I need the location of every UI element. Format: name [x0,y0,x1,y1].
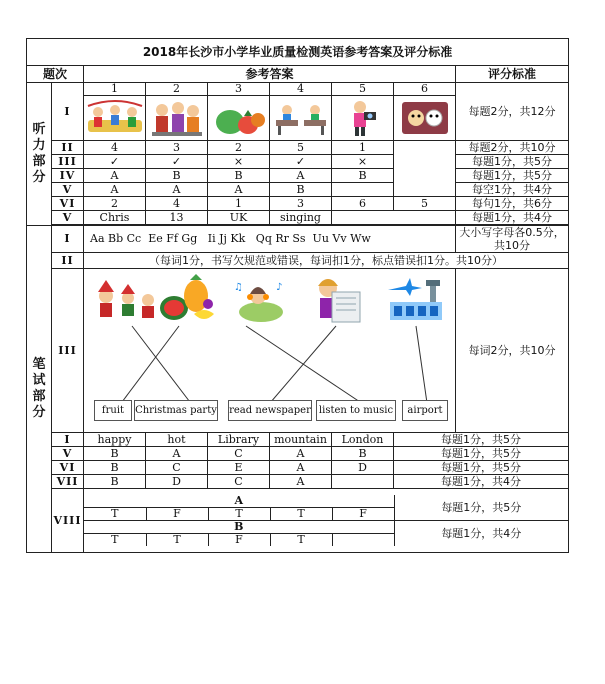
writing-4-label: I [52,433,84,447]
blank-cell [332,475,394,489]
criteria-cell: 每题2分，共10分 [456,141,569,155]
l1-num: 5 [332,83,394,96]
answer-cell: London [332,433,394,447]
listening-4-label: IV [52,169,84,183]
answer-cell: A [270,475,332,489]
answer-cell: × [208,155,270,169]
criteria-cell: 每句1分，共6分 [456,197,569,211]
section-writing [27,226,52,553]
answer-cell: 1 [332,141,394,155]
answer-cell: 4 [146,197,208,211]
answer-cell: Library [208,433,270,447]
blank-cell [332,533,394,546]
listening-6-label: VI [52,197,84,211]
matching-area [84,269,456,433]
l1-num: 3 [208,83,270,96]
word-christmas-party: Christmas party [134,400,218,421]
answer-cell: 5 [270,141,332,155]
criteria-cell: 每题1分，共5分 [394,433,569,447]
answer-cell: UK [208,211,270,225]
answer-cell: 4 [84,141,146,155]
answer-cell: T [270,533,332,546]
answer-cell: Chris [84,211,146,225]
writing-8-block [84,489,569,553]
answer-cell: B [270,183,332,197]
answer-cell: B [332,169,394,183]
answer-cell: T [208,507,270,520]
answer-cell: A [270,461,332,475]
answer-cell: C [146,461,208,475]
answer-cell: 2 [84,197,146,211]
answer-cell: F [332,507,394,520]
listening-5-label: V [52,183,84,197]
section-listening-label: 听力部分 [32,122,46,185]
answer-cell: F [146,507,208,520]
answer-cell: 13 [146,211,208,225]
answer-cell: E [208,461,270,475]
writing-6-label: VI [52,461,84,475]
part-a-label: A [84,495,394,508]
music-girl-picture [226,278,296,326]
answer-cell: ✓ [146,155,208,169]
l1-num: 2 [146,83,208,96]
criteria-cell: 每题1分，共5分 [394,461,569,475]
writing-8-table [84,495,568,547]
grandma-newspaper-picture [306,274,366,326]
answer-cell: 3 [270,197,332,211]
answer-cell: B [332,447,394,461]
svg-text:♪: ♪ [276,281,283,293]
fruit-basket-picture [156,274,218,326]
animals-tv-picture [394,96,456,141]
answer-cell: hot [146,433,208,447]
writing-8-label: VIII [52,489,84,553]
answer-cell: B [146,169,208,183]
answer-cell: × [332,155,394,169]
answer-cell: T [146,533,208,546]
answer-cell: A [146,447,208,461]
writing-3-label: III [52,269,84,433]
answer-cell: 3 [146,141,208,155]
header-item: 题次 [27,66,84,83]
writing-1-label: I [52,226,84,253]
answer-cell: C [208,475,270,489]
l1-num: 6 [394,83,456,96]
writing-5-label: V [52,447,84,461]
answer-cell: T [84,533,146,546]
blank-cell [332,183,394,197]
answer-cell: D [146,475,208,489]
writing-3-criteria: 每词2分，共10分 [456,269,569,433]
answer-cell: 1 [208,197,270,211]
l1-num: 1 [84,83,146,96]
writing-2-rule: （每词1分，书写欠规范或错误，每词扣1分，标点错误扣1分。共10分） [84,253,569,269]
blank-cell [394,141,456,197]
boy-photographing-picture [332,96,394,141]
christmas-kids-picture [92,276,162,326]
word-fruit: fruit [94,400,132,421]
answer-sheet [26,38,568,553]
answer-cell: A [84,169,146,183]
section-writing-label: 笔试部分 [32,357,46,420]
kids-dancing-picture [84,96,146,141]
writing-1-criteria: 大小写字母各0.5分，共10分 [456,226,569,253]
header-answer: 参考答案 [84,66,456,83]
criteria-cell: 每题1分，共5分 [456,169,569,183]
section-listening [27,83,52,226]
part-b-label: B [84,520,394,533]
criteria-cell: 每空1分，共4分 [456,183,569,197]
family-party-picture [146,96,208,141]
answer-cell: A [270,447,332,461]
answer-table [26,38,569,553]
answer-cell: B [84,447,146,461]
vegetables-picture [208,96,270,141]
airport-picture [384,276,448,326]
listening-3-label: III [52,155,84,169]
answer-cell: 6 [332,197,394,211]
answer-cell: 2 [208,141,270,155]
answer-cell: D [332,461,394,475]
answer-cell: A [270,169,332,183]
answer-cell: mountain [270,433,332,447]
answer-cell: ✓ [270,155,332,169]
answer-cell: A [208,183,270,197]
answer-cell: happy [84,433,146,447]
listening-1-label: I [52,83,84,141]
word-listen-to-music: listen to music [316,400,396,421]
answer-cell: ✓ [84,155,146,169]
answer-cell: T [84,507,146,520]
blank-cell [332,211,456,225]
l1-num: 4 [270,83,332,96]
answer-cell: C [208,447,270,461]
answer-cell: A [84,183,146,197]
answer-cell: singing [270,211,332,225]
part-a-criteria: 每题1分，共5分 [394,495,568,521]
header-criteria: 评分标准 [456,66,569,83]
criteria-cell: 每题1分，共4分 [394,475,569,489]
word-read-newspaper: read newspaper [228,400,312,421]
criteria-cell: 每题1分，共5分 [456,155,569,169]
listening-2-label: II [52,141,84,155]
answer-cell: 5 [394,197,456,211]
part-b-criteria: 每题1分，共4分 [394,520,568,546]
writing-2-label: II [52,253,84,269]
word-airport: airport [402,400,448,421]
listening-1-criteria: 每题2分，共12分 [456,83,569,141]
svg-text:♫: ♫ [234,281,243,293]
answer-cell: B [84,461,146,475]
letters-answer: Aa Bb Cc Ee Ff Gg Ii Jj Kk Qq Rr Ss Uu Vv Ww [84,226,456,253]
answer-cell: F [208,533,270,546]
answer-cell: A [146,183,208,197]
answer-cell: T [270,507,332,520]
answer-cell: B [208,169,270,183]
criteria-cell: 每题1分，共5分 [394,447,569,461]
answer-cell: B [84,475,146,489]
page-title: 2018年长沙市小学毕业质量检测英语参考答案及评分标准 [27,39,569,66]
writing-7-label: VII [52,475,84,489]
listening-7-label: V [52,211,84,225]
students-desks-picture [270,96,332,141]
criteria-cell: 每题1分，共4分 [456,211,569,225]
